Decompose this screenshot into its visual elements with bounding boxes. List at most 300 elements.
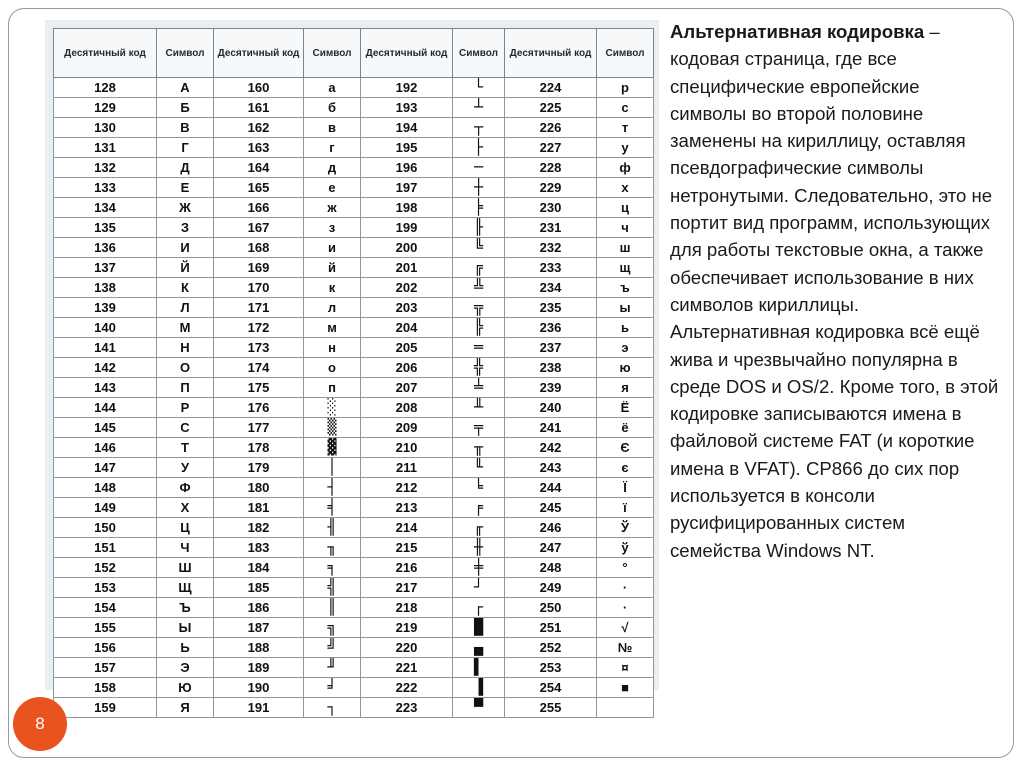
pseudographic-glyph: ╛ xyxy=(327,678,337,696)
decimal-code-cell: 204 xyxy=(361,318,453,338)
symbol-cell: О xyxy=(157,358,214,378)
symbol-cell: · xyxy=(597,578,654,598)
symbol-cell: Т xyxy=(157,438,214,458)
symbol-cell xyxy=(453,298,505,318)
symbol-cell xyxy=(453,258,505,278)
decimal-code-cell: 225 xyxy=(505,98,597,118)
pseudographic-glyph: ┘ xyxy=(473,578,484,596)
pseudographic-glyph: ╠ xyxy=(473,318,484,336)
table-row xyxy=(54,138,654,158)
decimal-code-cell: 176 xyxy=(214,398,304,418)
decimal-code-cell: 159 xyxy=(54,698,157,718)
decimal-code-cell: 142 xyxy=(54,358,157,378)
decimal-code-cell: 158 xyxy=(54,678,157,698)
table-row xyxy=(54,438,654,458)
decimal-code-cell: 157 xyxy=(54,658,157,678)
symbol-cell: и xyxy=(304,238,361,258)
pseudographic-glyph: ╣ xyxy=(327,578,337,596)
decimal-code-cell: 171 xyxy=(214,298,304,318)
decimal-code-cell: 150 xyxy=(54,518,157,538)
decimal-code-cell: 252 xyxy=(505,638,597,658)
symbol-cell: Н xyxy=(157,338,214,358)
decimal-code-cell: 179 xyxy=(214,458,304,478)
symbol-cell: Ч xyxy=(157,538,214,558)
column-header: Десятичный код xyxy=(214,29,304,78)
decimal-code-cell: 153 xyxy=(54,578,157,598)
decimal-code-cell: 165 xyxy=(214,178,304,198)
symbol-cell xyxy=(453,698,505,718)
pseudographic-glyph: ─ xyxy=(473,158,484,176)
pseudographic-glyph: ═ xyxy=(473,338,484,356)
symbol-cell xyxy=(304,698,361,718)
symbol-cell xyxy=(304,398,361,418)
table-row xyxy=(54,658,654,678)
decimal-code-cell: 191 xyxy=(214,698,304,718)
pseudographic-glyph: ╡ xyxy=(327,498,337,516)
symbol-cell: р xyxy=(597,78,654,98)
decimal-code-cell: 184 xyxy=(214,558,304,578)
symbol-cell xyxy=(453,578,505,598)
decimal-code-cell: 209 xyxy=(361,418,453,438)
symbol-cell: Щ xyxy=(157,578,214,598)
decimal-code-cell: 129 xyxy=(54,98,157,118)
symbol-cell xyxy=(453,318,505,338)
pseudographic-glyph: ╬ xyxy=(473,358,484,376)
cp866-table-image xyxy=(45,20,659,716)
decimal-code-cell: 182 xyxy=(214,518,304,538)
symbol-cell xyxy=(453,118,505,138)
symbol-cell xyxy=(453,638,505,658)
pseudographic-glyph: ╖ xyxy=(327,538,337,556)
decimal-code-cell: 205 xyxy=(361,338,453,358)
description-title: Альтернативная кодировка xyxy=(670,21,925,42)
symbol-cell: Л xyxy=(157,298,214,318)
decimal-code-cell: 212 xyxy=(361,478,453,498)
decimal-code-cell: 187 xyxy=(214,618,304,638)
decimal-code-cell: 185 xyxy=(214,578,304,598)
decimal-code-cell: 213 xyxy=(361,498,453,518)
symbol-cell: е xyxy=(304,178,361,198)
symbol-cell xyxy=(453,418,505,438)
decimal-code-cell: 189 xyxy=(214,658,304,678)
decimal-code-cell: 181 xyxy=(214,498,304,518)
symbol-cell: Ц xyxy=(157,518,214,538)
decimal-code-cell: 195 xyxy=(361,138,453,158)
decimal-code-cell: 134 xyxy=(54,198,157,218)
symbol-cell xyxy=(453,218,505,238)
symbol-cell xyxy=(453,478,505,498)
decimal-code-cell: 224 xyxy=(505,78,597,98)
decimal-code-cell: 160 xyxy=(214,78,304,98)
decimal-code-cell: 170 xyxy=(214,278,304,298)
symbol-cell: Є xyxy=(597,438,654,458)
symbol-cell: є xyxy=(597,458,654,478)
symbol-cell: В xyxy=(157,118,214,138)
decimal-code-cell: 247 xyxy=(505,538,597,558)
decimal-code-cell: 255 xyxy=(505,698,597,718)
symbol-cell xyxy=(453,378,505,398)
pseudographic-glyph: █ xyxy=(473,618,484,636)
decimal-code-cell: 188 xyxy=(214,638,304,658)
decimal-code-cell: 206 xyxy=(361,358,453,378)
decimal-code-cell: 136 xyxy=(54,238,157,258)
decimal-code-cell: 242 xyxy=(505,438,597,458)
cp866-table xyxy=(53,28,654,718)
table-row xyxy=(54,338,654,358)
symbol-cell xyxy=(304,418,361,438)
symbol-cell xyxy=(453,138,505,158)
decimal-code-cell: 180 xyxy=(214,478,304,498)
symbol-cell xyxy=(453,598,505,618)
decimal-code-cell: 139 xyxy=(54,298,157,318)
decimal-code-cell: 194 xyxy=(361,118,453,138)
pseudographic-glyph: ┴ xyxy=(473,98,484,116)
table-row xyxy=(54,598,654,618)
decimal-code-cell: 155 xyxy=(54,618,157,638)
pseudographic-glyph: ▀ xyxy=(473,698,484,716)
pseudographic-glyph: │ xyxy=(327,458,337,476)
decimal-code-cell: 220 xyxy=(361,638,453,658)
decimal-code-cell: 237 xyxy=(505,338,597,358)
symbol-cell: ж xyxy=(304,198,361,218)
symbol-cell: · xyxy=(597,598,654,618)
pseudographic-glyph: ╧ xyxy=(473,378,484,396)
symbol-cell xyxy=(597,698,654,718)
symbol-cell: С xyxy=(157,418,214,438)
symbol-cell xyxy=(453,98,505,118)
table-row xyxy=(54,218,654,238)
pseudographic-glyph: ╜ xyxy=(327,658,337,676)
decimal-code-cell: 154 xyxy=(54,598,157,618)
decimal-code-cell: 221 xyxy=(361,658,453,678)
page-number-badge: 8 xyxy=(13,697,67,751)
decimal-code-cell: 138 xyxy=(54,278,157,298)
pseudographic-glyph: ╥ xyxy=(473,438,484,456)
decimal-code-cell: 234 xyxy=(505,278,597,298)
symbol-cell: ф xyxy=(597,158,654,178)
table-row xyxy=(54,638,654,658)
symbol-cell: а xyxy=(304,78,361,98)
column-header: Десятичный код xyxy=(361,29,453,78)
table-row xyxy=(54,418,654,438)
decimal-code-cell: 164 xyxy=(214,158,304,178)
decimal-code-cell: 149 xyxy=(54,498,157,518)
decimal-code-cell: 190 xyxy=(214,678,304,698)
pseudographic-glyph: ┼ xyxy=(473,178,484,196)
symbol-cell: И xyxy=(157,238,214,258)
symbol-cell: Р xyxy=(157,398,214,418)
decimal-code-cell: 202 xyxy=(361,278,453,298)
pseudographic-glyph: ╔ xyxy=(473,258,484,276)
pseudographic-glyph: └ xyxy=(473,78,484,96)
table-row xyxy=(54,698,654,718)
symbol-cell: Ї xyxy=(597,478,654,498)
column-header: Символ xyxy=(304,29,361,78)
decimal-code-cell: 199 xyxy=(361,218,453,238)
table-row xyxy=(54,98,654,118)
symbol-cell: Ю xyxy=(157,678,214,698)
pseudographic-glyph: ╞ xyxy=(473,198,484,216)
decimal-code-cell: 177 xyxy=(214,418,304,438)
symbol-cell: Х xyxy=(157,498,214,518)
symbol-cell: Ы xyxy=(157,618,214,638)
table-row xyxy=(54,538,654,558)
decimal-code-cell: 143 xyxy=(54,378,157,398)
decimal-code-cell: 219 xyxy=(361,618,453,638)
symbol-cell: л xyxy=(304,298,361,318)
symbol-cell: Е xyxy=(157,178,214,198)
decimal-code-cell: 198 xyxy=(361,198,453,218)
decimal-code-cell: 186 xyxy=(214,598,304,618)
decimal-code-cell: 131 xyxy=(54,138,157,158)
decimal-code-cell: 218 xyxy=(361,598,453,618)
pseudographic-glyph: ╝ xyxy=(327,638,337,656)
symbol-cell xyxy=(304,438,361,458)
decimal-code-cell: 238 xyxy=(505,358,597,378)
symbol-cell: З xyxy=(157,218,214,238)
table-row xyxy=(54,518,654,538)
decimal-code-cell: 250 xyxy=(505,598,597,618)
symbol-cell: А xyxy=(157,78,214,98)
decimal-code-cell: 161 xyxy=(214,98,304,118)
symbol-cell: ъ xyxy=(597,278,654,298)
pseudographic-glyph: ▓ xyxy=(327,438,337,456)
symbol-cell: ° xyxy=(597,558,654,578)
symbol-cell: Ш xyxy=(157,558,214,578)
decimal-code-cell: 210 xyxy=(361,438,453,458)
decimal-code-cell: 130 xyxy=(54,118,157,138)
decimal-code-cell: 152 xyxy=(54,558,157,578)
table-row xyxy=(54,398,654,418)
pseudographic-glyph: ╢ xyxy=(327,518,337,536)
table-row xyxy=(54,478,654,498)
symbol-cell: Ў xyxy=(597,518,654,538)
table-row xyxy=(54,178,654,198)
table-header-row xyxy=(54,29,654,78)
symbol-cell xyxy=(304,478,361,498)
table-row xyxy=(54,498,654,518)
symbol-cell xyxy=(453,558,505,578)
symbol-cell: к xyxy=(304,278,361,298)
symbol-cell xyxy=(453,238,505,258)
decimal-code-cell: 193 xyxy=(361,98,453,118)
symbol-cell: Д xyxy=(157,158,214,178)
symbol-cell: т xyxy=(597,118,654,138)
decimal-code-cell: 254 xyxy=(505,678,597,698)
decimal-code-cell: 148 xyxy=(54,478,157,498)
symbol-cell xyxy=(453,618,505,638)
decimal-code-cell: 241 xyxy=(505,418,597,438)
symbol-cell: й xyxy=(304,258,361,278)
symbol-cell xyxy=(453,158,505,178)
column-header: Символ xyxy=(453,29,505,78)
pseudographic-glyph: ╒ xyxy=(473,498,484,516)
pseudographic-glyph: ╨ xyxy=(473,398,484,416)
pseudographic-glyph: ╩ xyxy=(473,278,484,296)
symbol-cell: М xyxy=(157,318,214,338)
description-text xyxy=(670,18,1000,564)
symbol-cell: в xyxy=(304,118,361,138)
symbol-cell: √ xyxy=(597,618,654,638)
symbol-cell: з xyxy=(304,218,361,238)
pseudographic-glyph: ▐ xyxy=(473,678,484,696)
symbol-cell: н xyxy=(304,338,361,358)
description-body: – кодовая страница, где все специфические европейские символы во второй половине заменены на кириллицу, оставляя псевдографические символы нетронутыми. Следовательно, это не портит вид программ, использующих для работы текстовые окна, а также обеспечивает использование в них символов кириллицы. Альтернативная кодировка всё ещё жива и чрезвычайно популярна в среде DOS и OS/2. Кроме того, в этой кодировке записываются имена в файловой системе FAT (и короткие имена в VFAT). CP866 до сих пор используется в консоли русифицированных систем семейства Windows NT. xyxy=(670,21,999,561)
table-row xyxy=(54,678,654,698)
decimal-code-cell: 169 xyxy=(214,258,304,278)
decimal-code-cell: 137 xyxy=(54,258,157,278)
symbol-cell: с xyxy=(597,98,654,118)
decimal-code-cell: 156 xyxy=(54,638,157,658)
pseudographic-glyph: ╙ xyxy=(473,458,484,476)
symbol-cell: ч xyxy=(597,218,654,238)
decimal-code-cell: 135 xyxy=(54,218,157,238)
symbol-cell xyxy=(453,498,505,518)
symbol-cell: ■ xyxy=(597,678,654,698)
table-row xyxy=(54,78,654,98)
symbol-cell: ¤ xyxy=(597,658,654,678)
column-header: Десятичный код xyxy=(54,29,157,78)
symbol-cell: ш xyxy=(597,238,654,258)
symbol-cell: д xyxy=(304,158,361,178)
decimal-code-cell: 227 xyxy=(505,138,597,158)
decimal-code-cell: 230 xyxy=(505,198,597,218)
decimal-code-cell: 211 xyxy=(361,458,453,478)
decimal-code-cell: 196 xyxy=(361,158,453,178)
decimal-code-cell: 203 xyxy=(361,298,453,318)
pseudographic-glyph: ╦ xyxy=(473,298,484,316)
symbol-cell: Ф xyxy=(157,478,214,498)
decimal-code-cell: 133 xyxy=(54,178,157,198)
symbol-cell: м xyxy=(304,318,361,338)
symbol-cell: Ъ xyxy=(157,598,214,618)
symbol-cell xyxy=(304,638,361,658)
symbol-cell: Э xyxy=(157,658,214,678)
table-row xyxy=(54,238,654,258)
symbol-cell: э xyxy=(597,338,654,358)
symbol-cell: Я xyxy=(157,698,214,718)
pseudographic-glyph: ├ xyxy=(473,138,484,156)
symbol-cell xyxy=(453,338,505,358)
symbol-cell: П xyxy=(157,378,214,398)
column-header: Символ xyxy=(597,29,654,78)
decimal-code-cell: 222 xyxy=(361,678,453,698)
symbol-cell: ь xyxy=(597,318,654,338)
symbol-cell: б xyxy=(304,98,361,118)
decimal-code-cell: 251 xyxy=(505,618,597,638)
decimal-code-cell: 146 xyxy=(54,438,157,458)
symbol-cell: ы xyxy=(597,298,654,318)
table-row xyxy=(54,258,654,278)
decimal-code-cell: 240 xyxy=(505,398,597,418)
decimal-code-cell: 132 xyxy=(54,158,157,178)
symbol-cell: х xyxy=(597,178,654,198)
symbol-cell xyxy=(453,358,505,378)
symbol-cell xyxy=(453,278,505,298)
decimal-code-cell: 140 xyxy=(54,318,157,338)
decimal-code-cell: 141 xyxy=(54,338,157,358)
decimal-code-cell: 168 xyxy=(214,238,304,258)
symbol-cell xyxy=(453,678,505,698)
decimal-code-cell: 214 xyxy=(361,518,453,538)
symbol-cell xyxy=(304,558,361,578)
table-row xyxy=(54,158,654,178)
symbol-cell xyxy=(453,78,505,98)
symbol-cell: Й xyxy=(157,258,214,278)
decimal-code-cell: 162 xyxy=(214,118,304,138)
decimal-code-cell: 175 xyxy=(214,378,304,398)
decimal-code-cell: 144 xyxy=(54,398,157,418)
symbol-cell xyxy=(304,538,361,558)
table-row xyxy=(54,318,654,338)
symbol-cell xyxy=(304,598,361,618)
table-row xyxy=(54,618,654,638)
symbol-cell xyxy=(304,578,361,598)
symbol-cell: ё xyxy=(597,418,654,438)
symbol-cell: у xyxy=(597,138,654,158)
pseudographic-glyph: ╟ xyxy=(473,218,484,236)
symbol-cell xyxy=(304,678,361,698)
decimal-code-cell: 235 xyxy=(505,298,597,318)
pseudographic-glyph: ╕ xyxy=(327,558,337,576)
decimal-code-cell: 172 xyxy=(214,318,304,338)
decimal-code-cell: 215 xyxy=(361,538,453,558)
pseudographic-glyph: ╗ xyxy=(327,618,337,636)
pseudographic-glyph: ╪ xyxy=(473,558,484,576)
decimal-code-cell: 223 xyxy=(361,698,453,718)
symbol-cell: Ь xyxy=(157,638,214,658)
decimal-code-cell: 145 xyxy=(54,418,157,438)
symbol-cell: № xyxy=(597,638,654,658)
symbol-cell: Г xyxy=(157,138,214,158)
decimal-code-cell: 217 xyxy=(361,578,453,598)
decimal-code-cell: 231 xyxy=(505,218,597,238)
symbol-cell: о xyxy=(304,358,361,378)
table-row xyxy=(54,378,654,398)
pseudographic-glyph: ┬ xyxy=(473,118,484,136)
table-row xyxy=(54,198,654,218)
pseudographic-glyph: ╘ xyxy=(473,478,484,496)
symbol-cell: Ё xyxy=(597,398,654,418)
pseudographic-glyph: ┤ xyxy=(327,478,337,496)
symbol-cell: У xyxy=(157,458,214,478)
table-row xyxy=(54,578,654,598)
symbol-cell xyxy=(453,178,505,198)
symbol-cell: ў xyxy=(597,538,654,558)
symbol-cell xyxy=(453,658,505,678)
decimal-code-cell: 245 xyxy=(505,498,597,518)
symbol-cell: г xyxy=(304,138,361,158)
symbol-cell xyxy=(453,538,505,558)
decimal-code-cell: 128 xyxy=(54,78,157,98)
pseudographic-glyph: ║ xyxy=(327,598,337,616)
decimal-code-cell: 226 xyxy=(505,118,597,138)
symbol-cell xyxy=(304,618,361,638)
pseudographic-glyph: ▄ xyxy=(473,638,484,656)
pseudographic-glyph: ░ xyxy=(327,398,337,416)
symbol-cell xyxy=(453,398,505,418)
decimal-code-cell: 244 xyxy=(505,478,597,498)
symbol-cell: ц xyxy=(597,198,654,218)
decimal-code-cell: 197 xyxy=(361,178,453,198)
decimal-code-cell: 216 xyxy=(361,558,453,578)
pseudographic-glyph: ╤ xyxy=(473,418,484,436)
symbol-cell: я xyxy=(597,378,654,398)
decimal-code-cell: 233 xyxy=(505,258,597,278)
symbol-cell xyxy=(304,498,361,518)
table-row xyxy=(54,558,654,578)
decimal-code-cell: 232 xyxy=(505,238,597,258)
